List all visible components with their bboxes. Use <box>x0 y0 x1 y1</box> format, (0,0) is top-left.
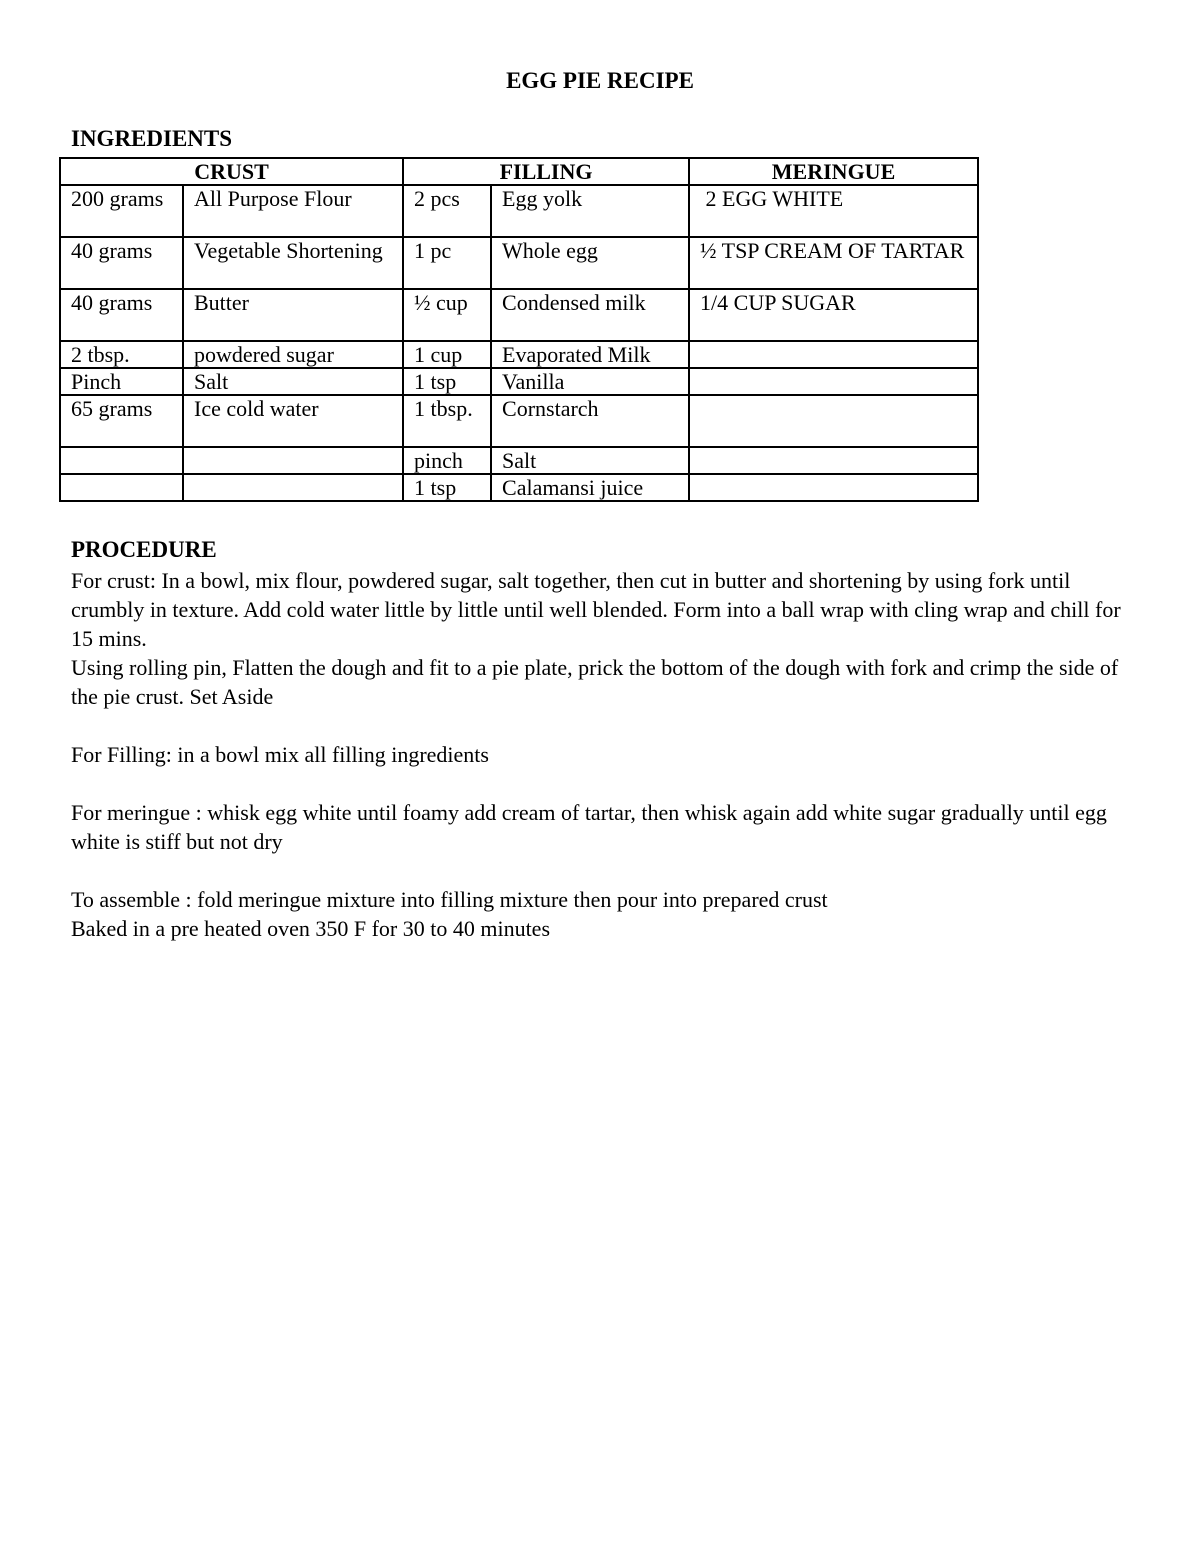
crust-qty <box>60 447 183 474</box>
paragraph-gap <box>71 711 1141 740</box>
crust-item: powdered sugar <box>183 341 403 368</box>
meringue-item: ½ TSP CREAM OF TARTAR <box>689 237 978 289</box>
page-title: EGG PIE RECIPE <box>506 68 694 93</box>
table-row <box>60 395 978 447</box>
filling-item: Cornstarch <box>491 395 689 447</box>
crust-qty: Pinch <box>60 368 183 395</box>
filling-item: Evaporated Milk <box>491 341 689 368</box>
filling-qty: 2 pcs <box>403 185 491 237</box>
procedure-heading: PROCEDURE <box>71 537 217 562</box>
filling-qty: 1 tsp <box>403 368 491 395</box>
filling-qty: 1 tbsp. <box>403 395 491 447</box>
ingredients-heading: INGREDIENTS <box>71 126 233 151</box>
meringue-item: 2 EGG WHITE <box>689 185 978 237</box>
table-row <box>60 185 978 237</box>
meringue-item <box>689 474 978 501</box>
assemble-step: To assemble : fold meringue mixture into filling mixture then pour into prepared crust <box>71 887 828 912</box>
meringue-item <box>689 368 978 395</box>
table-row <box>60 289 978 341</box>
crust-item: Salt <box>183 368 403 395</box>
filling-qty: 1 pc <box>403 237 491 289</box>
table-row <box>60 237 978 289</box>
crust-item <box>183 447 403 474</box>
filling-qty: ½ cup <box>403 289 491 341</box>
bake-step: Baked in a pre heated oven 350 F for 30 to 40 minutes <box>71 916 551 941</box>
filling-item: Whole egg <box>491 237 689 289</box>
procedure-text <box>71 566 1141 943</box>
crust-qty: 40 grams <box>60 237 183 289</box>
crust-qty: 40 grams <box>60 289 183 341</box>
table-header-row <box>60 158 978 185</box>
filling-item: Salt <box>491 447 689 474</box>
crust-item: Vegetable Shortening <box>183 237 403 289</box>
filling-qty: pinch <box>403 447 491 474</box>
crust-qty <box>60 474 183 501</box>
table-row <box>60 368 978 395</box>
meringue-step: For meringue : whisk egg white until foamy add cream of tartar, then whisk again add white sugar gradually until egg white is stiff but not dry <box>71 800 1107 854</box>
crust-qty: 2 tbsp. <box>60 341 183 368</box>
filling-item: Vanilla <box>491 368 689 395</box>
crust-qty: 200 grams <box>60 185 183 237</box>
filling-qty: 1 cup <box>403 341 491 368</box>
ingredients-table <box>59 157 979 502</box>
table-row <box>60 474 978 501</box>
table-row <box>60 447 978 474</box>
filling-item: Calamansi juice <box>491 474 689 501</box>
crust-item <box>183 474 403 501</box>
crust-item: All Purpose Flour <box>183 185 403 237</box>
paragraph-gap <box>71 769 1141 798</box>
filling-item: Egg yolk <box>491 185 689 237</box>
crust-item: Ice cold water <box>183 395 403 447</box>
paragraph-gap <box>71 856 1141 885</box>
crust-item: Butter <box>183 289 403 341</box>
filling-step: For Filling: in a bowl mix all filling ingredients <box>71 742 489 767</box>
meringue-item <box>689 447 978 474</box>
crust-step-1: For crust: In a bowl, mix flour, powdered sugar, salt together, then cut in butter and shortening by using fork until crumbly in texture. Add cold water little by little until well blended. Form into a ball wrap with cling wrap and chill for 15 mins. <box>71 568 1121 651</box>
filling-item: Condensed milk <box>491 289 689 341</box>
table-row <box>60 341 978 368</box>
meringue-item: 1/4 CUP SUGAR <box>689 289 978 341</box>
crust-qty: 65 grams <box>60 395 183 447</box>
meringue-item <box>689 341 978 368</box>
header-meringue: MERINGUE <box>689 158 978 185</box>
header-crust: CRUST <box>60 158 403 185</box>
meringue-item <box>689 395 978 447</box>
filling-qty: 1 tsp <box>403 474 491 501</box>
header-filling: FILLING <box>403 158 689 185</box>
crust-step-2: Using rolling pin, Flatten the dough and fit to a pie plate, prick the bottom of the dough with fork and crimp the side of the pie crust. Set Aside <box>71 655 1119 709</box>
